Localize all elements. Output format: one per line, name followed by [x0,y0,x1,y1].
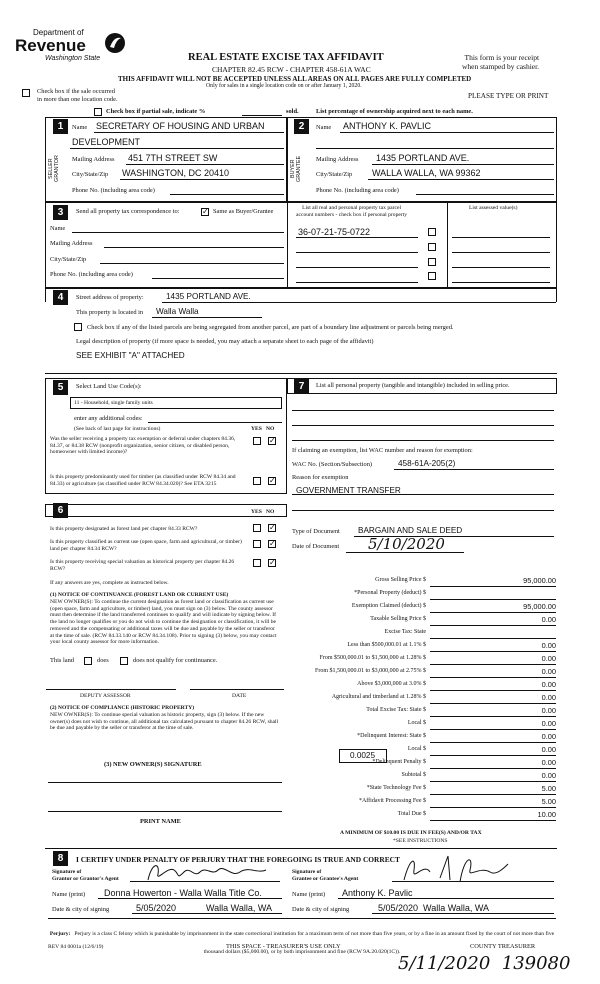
tax-row-value[interactable]: 0.00 [430,719,556,730]
handwritten-stamp: 5/11/2020 139080 [398,953,571,974]
grantee-name-label: Name (print) [292,891,326,898]
buyer-mailing[interactable]: 1435 PORTLAND AVE. [376,153,470,163]
parcel-line-1 [296,237,418,238]
seller-phone-label: Phone No. (including area code) [72,187,155,194]
tax-row-value[interactable]: 0.00 [430,680,556,691]
doc-date-line [346,552,464,553]
tax-row-value[interactable]: 0.00 [430,641,556,652]
tax-row-label: Exemption Claimed (deduct) $ [351,603,426,609]
dept-name: Revenue [15,36,86,55]
tax-table [290,575,558,825]
buyer-name-label: Name [316,124,332,131]
tax-row [290,718,558,731]
buyer-phone-line[interactable] [416,194,554,195]
form-warning: THIS AFFIDAVIT WILL NOT BE ACCEPTED UNLESS ALL AREAS ON ALL PAGES ARE FULLY COMPLETED [118,75,472,83]
please-type: PLEASE TYPE OR PRINT [468,92,549,100]
parcel-1-checkbox[interactable] [428,228,436,236]
tax-row-value[interactable]: 95,000.00 [430,602,556,613]
this-land-label: This land [50,657,74,664]
tax-row [290,666,558,679]
buyer-name-line [340,132,554,133]
legal-description[interactable]: SEE EXHIBIT "A" ATTACHED [76,351,185,360]
grantor-name[interactable]: Donna Howerton - Walla Walla Title Co. [104,888,262,898]
form-only-for: Only for sales in a single location code on or after January 1, 2020. [206,83,362,89]
sec5-q2: Is this property predominantly used for timber (as classified under RCW 84.34 and 84.33) or agriculture (as classified under RCW 84.34.020)? See ETA 3215 [50,474,236,487]
partial-sale-label: Check box if partial sale, indicate % [106,108,206,115]
tax-row-value[interactable]: 5.00 [430,784,556,795]
sec5-yes: YES [251,426,262,432]
sec5-q1: Was the seller receiving a property tax exemption or deferral under chapters 84.36, 84.37, or 84.38 RCW (nonprofit organization, senior citizen, or disabled person, homeowner with limited income)? [50,436,236,456]
dept-top: Department of [33,28,84,37]
land-use-select-label: Select Land Use Code(s): [76,383,142,390]
seller-name-label: Name [72,124,88,131]
tax-row-label: From $1,500,000.01 to $3,000,000 at 2.75% $ [315,668,426,674]
tax-row-label: Subtotal $ [401,772,426,778]
doc-date[interactable]: 5/10/2020 [368,535,445,553]
notice2-text: NEW OWNER(S): To continue special valuation as historic property, sign (3) below. If the new owner(s) does not wish to continue, all additional tax calculated pursuant to chapter 84.26 RCW, shall be due and payable by the seller or transferor at the time of sale. [50,712,279,732]
tax-row [290,627,558,640]
tax-row-label: Local $ [407,746,426,752]
form-title: REAL ESTATE EXCISE TAX AFFIDAVIT [188,52,384,63]
parcel-header: List all real and personal property tax parcel account numbers - check box if personal property [296,205,408,218]
buyer-phone-label: Phone No. (including area code) [316,187,399,194]
seller-name-line [94,132,284,133]
buyer-city-label: City/State/Zip [316,171,353,178]
personal-line-2[interactable] [292,425,554,426]
tax-row [290,783,558,796]
notice2-title: (2) NOTICE OF COMPLIANCE (HISTORIC PROPERTY) [50,705,195,711]
sec6-q1-yes[interactable] [253,524,261,532]
corr-name-line[interactable] [72,232,284,233]
corr-mailing-label: Mailing Address [50,240,93,247]
tax-row-label: *Personal Property (deduct) $ [354,590,426,596]
grantor-date[interactable]: 5/05/2020 [136,903,177,913]
sec6-q2-no[interactable]: ✓ [269,539,276,548]
tax-row [290,601,558,614]
tax-row [290,796,558,809]
section-4-number: 4 [53,290,68,305]
notice1-title: (1) NOTICE OF CONTINUANCE (FOREST LAND OR CURRENT USE) [50,592,229,598]
sec6-q3-no[interactable]: ✓ [269,558,276,567]
parcel-3-checkbox[interactable] [428,258,436,266]
tax-row-value[interactable]: 0.00 [430,732,556,743]
send-correspondence-label: Send all property tax correspondence to: [76,208,180,215]
land-does-checkbox[interactable] [84,657,92,665]
sig3-label: (3) NEW OWNER(S) SIGNATURE [104,761,202,768]
property-street[interactable]: 1435 PORTLAND AVE. [166,292,251,301]
tax-row-value[interactable]: 0.00 [430,706,556,717]
seller-phone-line[interactable] [170,194,284,195]
tax-row-label: Gross Selling Price $ [375,577,426,583]
enter-codes-label: enter any additional codes: [74,415,143,422]
sec6-yes: YES [251,509,262,515]
tax-row-label: Excise Tax: State [384,629,426,635]
tax-row-label: Taxable Selling Price $ [370,616,426,622]
grantee-date-label: Date & city of signing [292,906,350,913]
tax-row-value[interactable]: 0.00 [430,693,556,704]
doc-type[interactable]: BARGAIN AND SALE DEED [358,526,463,535]
grantee-date[interactable]: 5/05/2020 Walla Walla, WA [378,903,490,913]
additional-codes-line[interactable] [148,422,282,423]
new-owner-sig-line-1[interactable] [48,782,282,783]
tax-row [290,705,558,718]
see-back-label: (See back of last page for instructions) [74,426,161,432]
exemption-reason[interactable]: GOVERNMENT TRANSFER [296,486,401,495]
partial-sale-sold: sold. [286,108,299,115]
section-6-number: 6 [53,503,68,518]
seller-mailing-label: Mailing Address [72,156,115,163]
grantor-date-line [132,913,282,914]
wac-line [394,469,554,470]
land-does-label: does [97,657,109,664]
seller-city-label: City/State/Zip [72,171,109,178]
sec6-q2: Is this property classified as current use (open space, farm and agricultural, or timber) land per chapter 84.34 RCW? [50,539,242,552]
sec5-q1-yes[interactable] [253,437,261,445]
section-8-number: 8 [53,851,68,866]
grantor-name-label: Name (print) [52,891,86,898]
parcel-2-checkbox[interactable] [428,243,436,251]
deputy-date-line[interactable] [190,689,284,690]
tax-row [290,692,558,705]
segregated-checkbox[interactable] [74,323,82,331]
tax-row-value[interactable] [430,628,556,639]
tax-row-value[interactable]: 0.00 [430,667,556,678]
wac-number[interactable]: 458-61A-205(2) [398,459,456,468]
buyer-city-line [368,179,554,180]
corr-name-label: Name [50,225,66,232]
assessed-line-4[interactable] [452,282,550,283]
tax-row [290,575,558,588]
dor-logo [15,28,135,74]
sec6-q1: Is this property designated as forest land per chapter 84.33 RCW? [50,526,198,532]
section-5-number: 5 [53,380,68,395]
segregated-label: Check box if any of the listed parcels are being segregated from another parcel, are part of a boundary line adjustment or parcels being merged. [87,324,454,331]
list-pct-label: List percentage of ownership acquired next to each name. [316,108,473,115]
tax-row [290,744,558,757]
county-treasurer: COUNTY TREASURER [470,943,536,950]
treasurer-only: THIS SPACE - TREASURER'S USE ONLY [226,943,341,950]
sec6-if-yes: If any answers are yes, complete as instructed below. [50,580,169,586]
section-8-divider [45,848,557,849]
personal-line-1[interactable] [292,410,554,411]
tax-row-label: Total Due $ [397,811,426,817]
grantee-name-line [338,898,554,899]
sec5-q2-no[interactable]: ✓ [269,476,276,485]
tax-row [290,614,558,627]
corr-phone-label: Phone No. (including area code) [50,271,133,278]
tax-row [290,640,558,653]
tax-row-value[interactable]: 0.00 [430,771,556,782]
tax-row [290,653,558,666]
section-3-number: 3 [53,205,68,220]
land-use-code[interactable]: 11 - Household, single family units [74,400,153,406]
perjury-notice [48,918,556,958]
buyer-name[interactable]: ANTHONY K. PAVLIC [343,121,432,131]
sec6-q3-yes[interactable] [253,559,261,567]
seller-name-2[interactable]: DEVELOPMENT [72,137,141,147]
deputy-line[interactable] [46,689,176,690]
tax-row-label: Total Excise Tax: State $ [366,707,426,713]
tax-row [290,757,558,770]
tax-row-value[interactable]: 10.00 [430,810,556,821]
tax-row-label: Agricultural and timberland at 1.28% $ [331,694,426,700]
rev-number: REV 84 0001a (12/6/19) [48,944,104,950]
sec5-q2-yes[interactable] [253,477,261,485]
sec5-no: NO [266,426,275,432]
deputy-label: DEPUTY ASSESSOR [80,693,131,699]
tax-row-label: Local $ [407,720,426,726]
seller-name[interactable]: SECRETARY OF HOUSING AND URBAN [96,121,265,131]
grantor-sig-label: Signature of Grantor or Grantor's Agent [52,869,119,882]
same-as-buyer-label: Same as Buyer/Grantee [213,208,274,215]
land-does-not-label: does not qualify for continuance. [133,657,218,664]
grantee-name[interactable]: Anthony K. Pavlic [342,888,413,898]
see-instructions: *SEE INSTRUCTIONS [393,838,448,844]
form-chapter: CHAPTER 82.45 RCW - CHAPTER 458-61A WAC [212,65,371,74]
grantee-sig-line [392,881,554,882]
section-1-number: 1 [53,119,68,134]
parcel-divider [287,202,288,288]
tax-row-label: From $500,000.01 to $1,500,000 at 1.28% $ [319,655,426,661]
perjury-text: Perjury is a class C felony which is punishable by imprisonment in the state correctional institution for a maximum term of not more than five years, or by a fine in an amount fixed by the court of not more than five thousand dollars ($5,000.00), or by both imprisonment and fine (RCW 9A.20.020(1C)). [74,931,555,955]
buyer-mailing-label: Mailing Address [316,156,359,163]
grantor-city[interactable]: Walla Walla, WA [206,903,273,913]
buyer-side-label: BUYER GRANTEE [290,155,302,183]
parcel-line-3 [296,267,418,268]
seller-mailing-line [126,164,284,165]
sec6-q3: Is this property receiving special valuation as historical property per chapter 84.26 RCW? [50,559,235,572]
located-line [152,317,262,318]
tax-row-label: *Delinquent Penalty $ [372,759,426,765]
notice1-text: NEW OWNER(S): To continue the current designation as forest land or classification as current use (open space, farm and agriculture, or timber) land, you must sign on (3) below. The county assessor must then determine if the land transferred continues to qualify and will indicate by signing below. If the land no longer qualifies or you do not wish to continue the designation or classification, it will be removed and the compensating or additional taxes will be due and payable by the seller or transferor at the time of sale. (RCW 84.33.140 or RCW 84.34.108). Prior to signing (3) below, you may contact your local county assessor for more information. [50,599,277,646]
assessed-line-1[interactable] [452,237,550,238]
tax-row-label: *Delinquent Interest: State $ [357,733,426,739]
tax-row [290,809,558,822]
land-does-not-checkbox[interactable] [120,657,128,665]
personal-line-3[interactable] [292,440,554,441]
reason-line-1 [292,494,554,495]
property-located[interactable]: Walla Walla [156,307,199,316]
exemption-label: If claiming an exemption, list WAC number and reason for exemption: [292,447,473,454]
tax-row-value[interactable]: 0.00 [430,615,556,626]
section-7-number: 7 [294,379,309,394]
seller-city-line [120,179,284,180]
reason-line-2[interactable] [292,510,554,511]
dept-state: Washington State [45,55,101,62]
grantor-date-label: Date & city of signing [52,906,110,913]
parcel-4-checkbox[interactable] [428,272,436,280]
corr-city-label: City/State/Zip [50,256,87,263]
deputy-date-label: DATE [232,693,247,699]
buyer-city[interactable]: WALLA WALLA, WA 99362 [372,168,481,178]
tax-row-value[interactable]: 5.00 [430,797,556,808]
grantee-sig-label: Signature of Grantee or Grantee's Agent [292,869,359,882]
street-label: Street address of property: [76,294,144,301]
reason-label: Reason for exemption [292,474,349,481]
corr-phone-line[interactable] [152,278,284,279]
sec5-q1-no[interactable]: ✓ [269,436,276,445]
form-receipt-note: This form is your receipt when stamped by cashier. [462,53,540,72]
buyer-mailing-line [372,164,554,165]
seller-city[interactable]: WASHINGTON, DC 20410 [122,168,230,178]
parcel-line-2 [296,252,418,253]
assessed-divider [447,202,448,288]
tax-row-value[interactable] [430,589,556,600]
assessed-line-2[interactable] [452,252,550,253]
tax-row-label: Less than $500,000.01 at 1.1% $ [347,642,426,648]
same-as-buyer-checkbox[interactable]: ✓ [202,207,209,216]
tax-row [290,588,558,601]
minimum-note: A MINIMUM OF $10.00 IS DUE IN FEE(S) AND/OR TAX [340,830,482,836]
tax-row-label: *State Technology Fee $ [366,785,426,791]
tax-row-value[interactable]: 95,000.00 [430,576,556,587]
local-rate[interactable]: 0.0025 [350,751,376,760]
sec6-q2-yes[interactable] [253,540,261,548]
grantor-name-line [98,898,282,899]
assessed-header: List assessed value(s) [469,205,518,211]
tax-row-value[interactable]: 0.00 [430,745,556,756]
sec4-bottom [45,373,557,374]
partial-sale-checkbox[interactable] [94,108,102,116]
partial-sale-pct-line[interactable] [242,115,282,116]
dor-logo-icon [104,32,126,54]
tax-row [290,679,558,692]
corr-mailing-line[interactable] [104,247,284,248]
seller-mailing[interactable]: 451 7TH STREET SW [128,153,218,163]
seller-name2-line [70,148,284,149]
sec6-q1-no[interactable]: ✓ [269,523,276,532]
tax-row-value[interactable]: 0.00 [430,654,556,665]
buyer-name2-line [316,148,554,149]
multi-location-checkbox[interactable] [22,89,30,97]
personal-property-label: List all personal property (tangible and intangible) included in selling price. [316,382,510,389]
certify-label: I CERTIFY UNDER PENALTY OF PERJURY THAT THE FOREGOING IS TRUE AND CORRECT [76,855,400,864]
tax-row-label: *Affidavit Processing Fee $ [358,798,426,804]
doc-date-label: Date of Document [292,543,340,550]
parcel-number[interactable]: 36-07-21-75-0722 [298,227,371,237]
assessed-line-3[interactable] [452,267,550,268]
grantee-date-line [372,913,554,914]
doc-type-label: Type of Document [292,528,340,535]
tax-row [290,770,558,783]
print-name-label: PRINT NAME [140,818,181,825]
legal-label: Legal description of property (if more space is needed, you may attach a separate sheet to each page of the affidavit) [76,338,374,345]
perjury-label: Perjury: [49,931,71,937]
tax-row [290,731,558,744]
tax-row-value[interactable]: 0.00 [430,758,556,769]
grantor-sig-line [130,881,280,882]
sec6-no: NO [266,509,275,515]
located-label: This property is located in [76,309,144,316]
parcel-line-4 [296,282,418,283]
tax-row-label: Above $3,000,000 at 3.0% $ [357,681,426,687]
section-2-number: 2 [294,119,309,134]
new-owner-sig-line-2[interactable] [48,811,282,812]
seller-side-label: SELLER GRANTOR [48,155,60,183]
wac-label: WAC No. (Section/Subsection) [292,461,373,468]
multi-location-label: Check box if the sale occurred in more than one location code. [37,88,118,103]
street-line [162,302,556,303]
corr-city-line[interactable] [100,263,284,264]
